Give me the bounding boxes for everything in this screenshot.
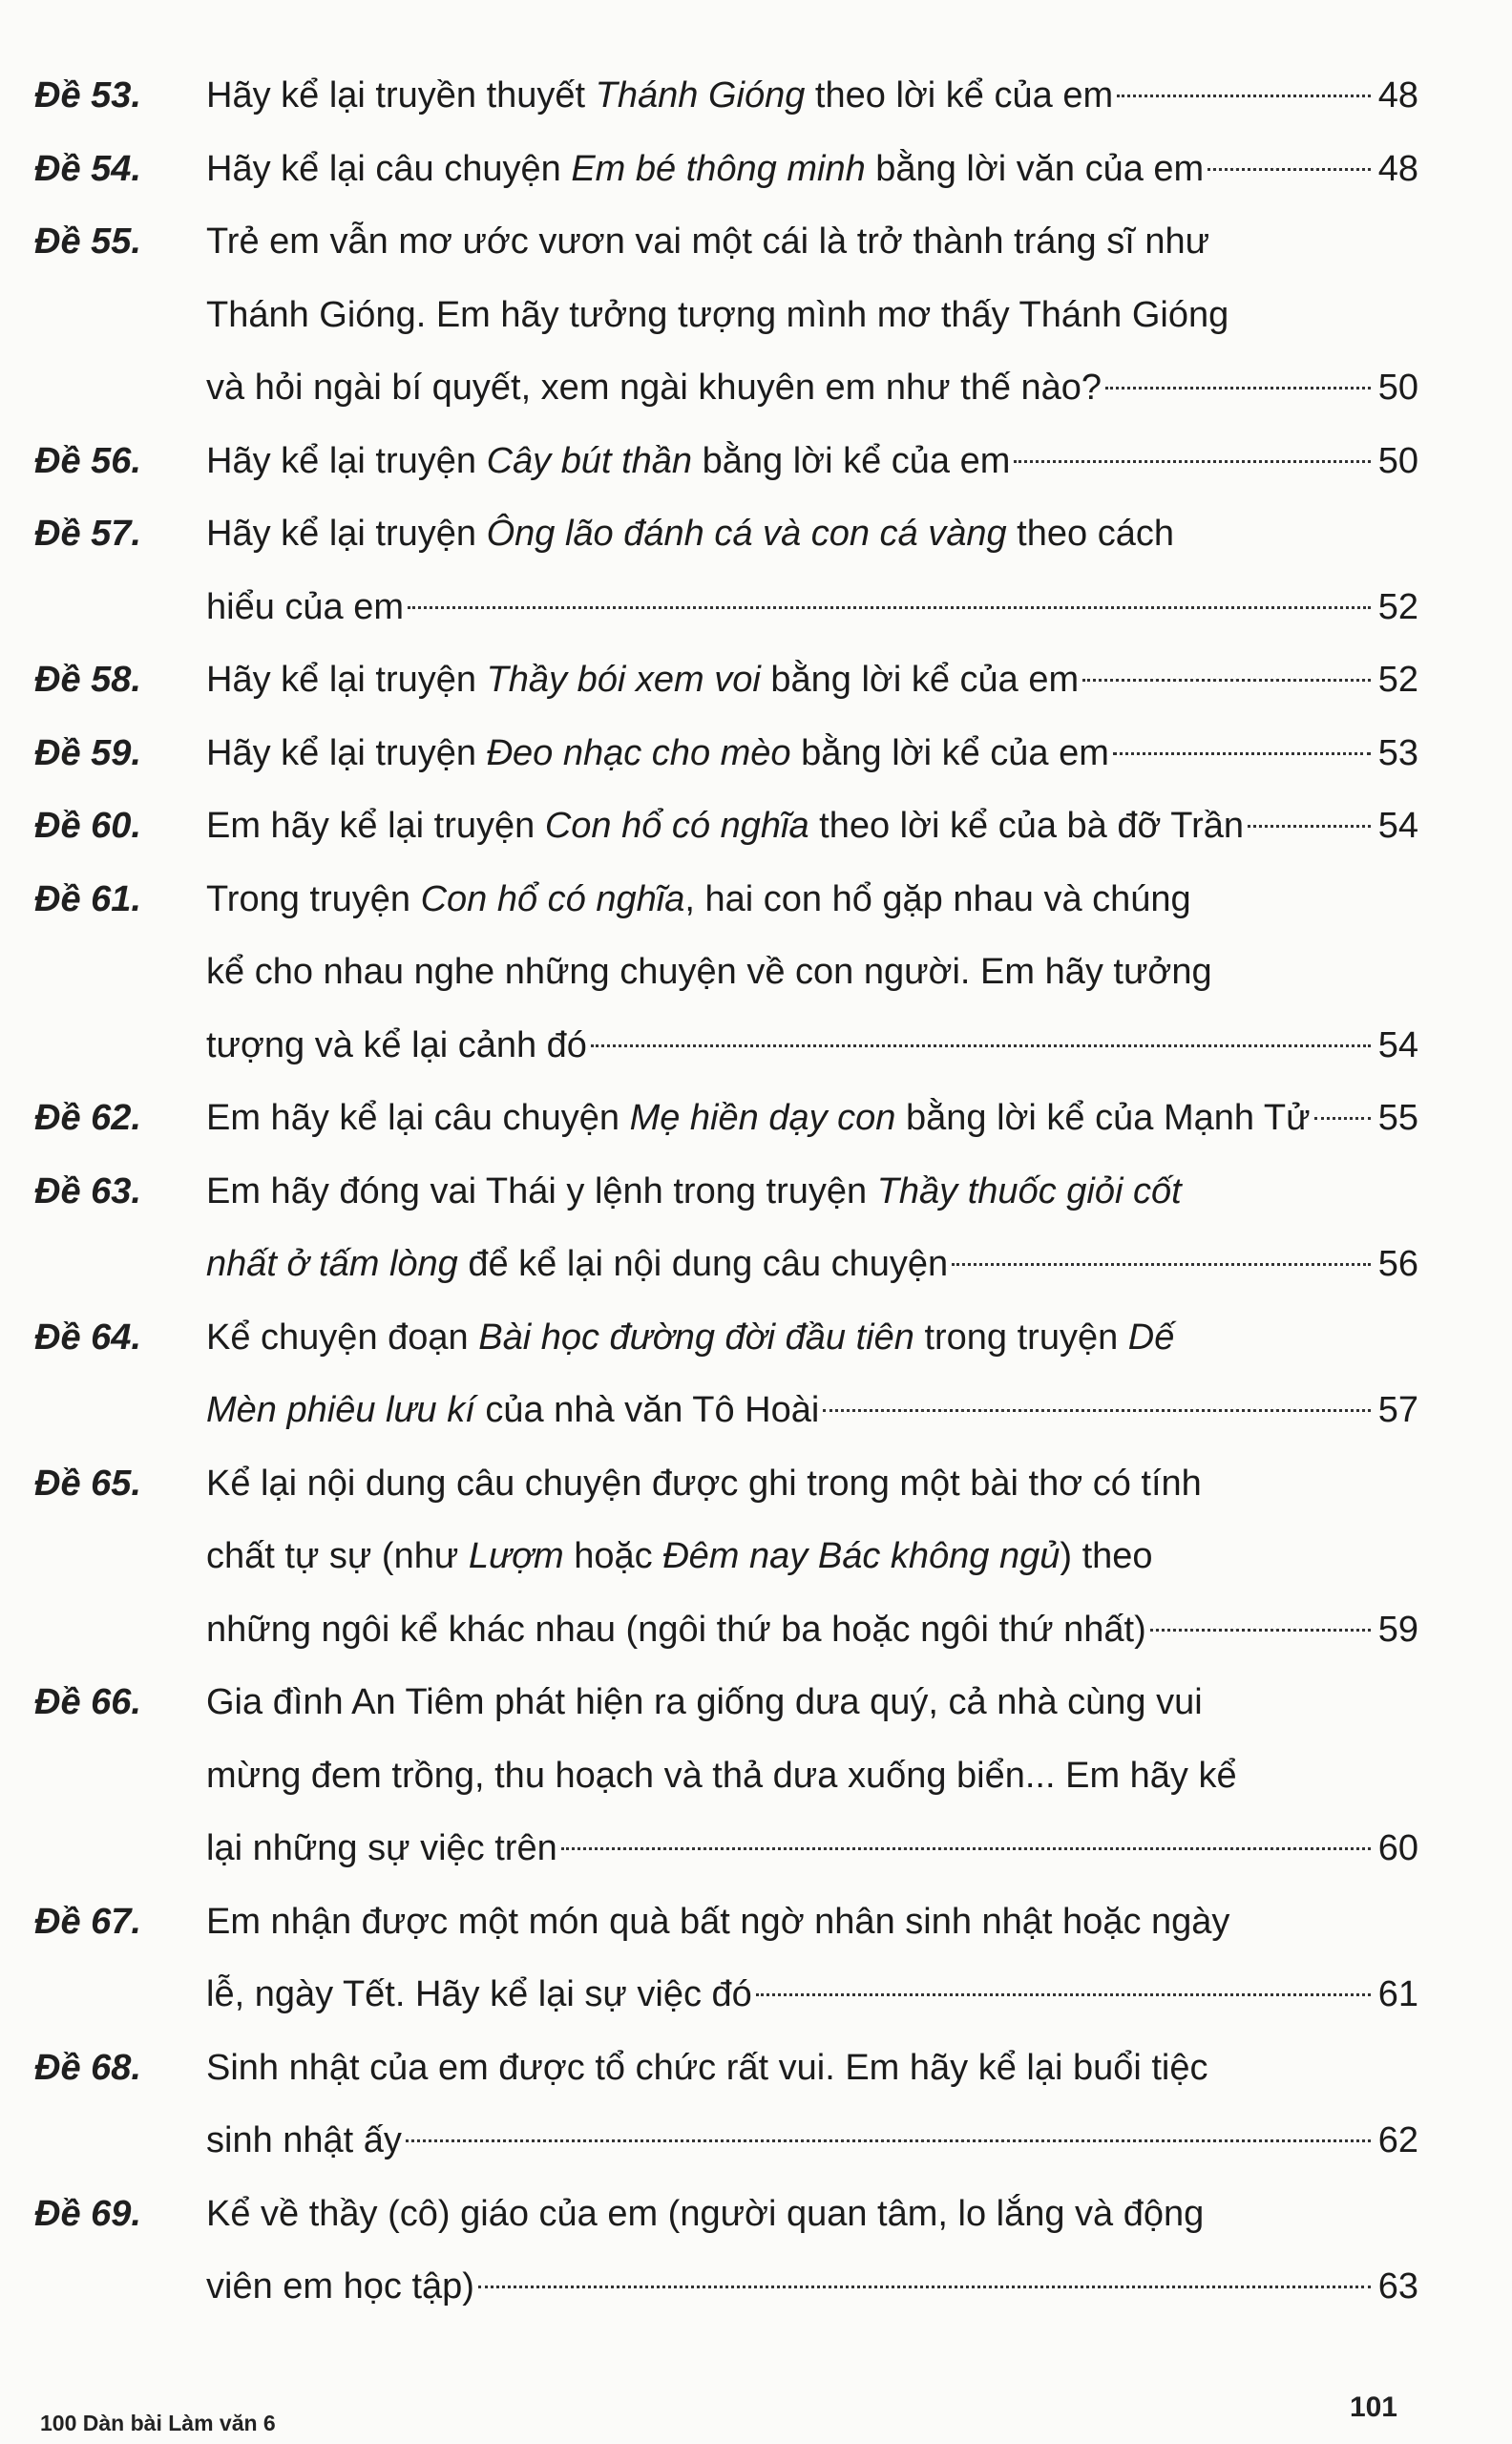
entry-number: Đề 65. — [34, 1463, 141, 1504]
entry-title-line — [206, 1447, 1418, 1521]
toc-entry — [34, 205, 1418, 425]
entry-page-number: 56 — [1377, 1244, 1418, 1284]
entry-number: Đề 69. — [34, 2193, 141, 2234]
text-segment: mừng đem trồng, thu hoạch và thả dưa xuống biển... Em hãy kể — [206, 1755, 1237, 1796]
text-segment: Em hãy đóng vai Thái y lệnh trong truyện — [206, 1170, 877, 1211]
entry-title — [206, 863, 1418, 1083]
text-segment: hiểu của em — [206, 586, 405, 627]
entry-title — [206, 643, 1418, 717]
entry-title — [206, 717, 1418, 790]
entry-title-line — [206, 571, 1418, 644]
dot-leader — [1248, 825, 1371, 828]
text-segment: trong truyện — [914, 1317, 1128, 1358]
entry-number: Đề 54. — [34, 148, 141, 189]
entry-title — [206, 790, 1418, 863]
text-segment: Kể về thầy (cô) giáo của em (người quan tâm, lo lắng và động — [206, 2193, 1205, 2234]
entry-title — [206, 1886, 1418, 2032]
dot-leader — [1117, 95, 1371, 97]
toc-entry — [34, 133, 1418, 206]
italic-work-title: Mèn phiêu lưu kí — [206, 1390, 475, 1430]
toc-entry — [34, 1155, 1418, 1301]
text-segment: ) theo — [1060, 1536, 1153, 1576]
entry-title — [206, 2032, 1418, 2178]
entry-title-line — [206, 205, 1418, 279]
text-segment: Hãy kể lại truyện — [206, 514, 487, 554]
toc-entry — [34, 2032, 1418, 2178]
text-segment: bằng lời kể của em — [790, 732, 1109, 773]
entry-title-line — [206, 2104, 1418, 2178]
toc-entry — [34, 425, 1418, 498]
text-segment: để kể lại nội dung câu chuyện — [457, 1244, 949, 1284]
entry-number: Đề 61. — [34, 878, 141, 919]
text-segment: Trẻ em vẫn mơ ước vươn vai một cái là trở thành tráng sĩ như — [206, 221, 1210, 262]
entry-title-line — [206, 863, 1418, 937]
entry-number: Đề 63. — [34, 1170, 141, 1211]
footer-book-title: 100 Dàn bài Làm văn 6 — [40, 2411, 276, 2435]
text-segment: Hãy kể lại truyện — [206, 440, 487, 481]
entry-title-line — [206, 1082, 1418, 1155]
entry-title-line — [206, 1593, 1418, 1667]
text-segment: Kể chuyện đoạn — [206, 1317, 479, 1358]
text-segment: sinh nhật ấy — [206, 2120, 402, 2160]
italic-work-title: Đeo nhạc cho mèo — [486, 732, 791, 773]
toc-entry — [34, 1301, 1418, 1447]
dot-leader — [1208, 168, 1371, 171]
text-segment: Hãy kể lại truyện — [206, 732, 487, 773]
dot-leader — [1150, 1629, 1371, 1632]
toc-entry — [34, 1666, 1418, 1886]
entry-title-line — [206, 1666, 1418, 1739]
entry-title — [206, 1666, 1418, 1886]
entry-page-number: 55 — [1377, 1098, 1418, 1138]
entry-title-line — [206, 1301, 1418, 1375]
dot-leader — [561, 1847, 1371, 1850]
entry-title — [206, 205, 1418, 425]
entry-number: Đề 60. — [34, 806, 141, 846]
text-segment: kể cho nhau nghe những chuyện về con người. Em hãy tưởng — [206, 952, 1212, 992]
toc-entry — [34, 790, 1418, 863]
entry-page-number: 52 — [1377, 660, 1418, 700]
entry-page-number: 54 — [1377, 806, 1418, 846]
text-segment: Trong truyện — [206, 878, 421, 919]
table-of-contents — [34, 59, 1418, 2324]
entry-number: Đề 64. — [34, 1317, 141, 1358]
text-segment: Hãy kể lại truyền thuyết — [206, 75, 596, 116]
text-segment: Em nhận được một món quà bất ngờ nhân sinh nhật hoặc ngày — [206, 1901, 1230, 1942]
entry-title — [206, 497, 1418, 643]
entry-number: Đề 53. — [34, 75, 141, 116]
entry-title-line — [206, 2250, 1418, 2324]
entry-page-number: 50 — [1377, 440, 1418, 481]
text-segment: bằng lời văn của em — [865, 148, 1205, 189]
entry-number: Đề 55. — [34, 221, 141, 262]
entry-title — [206, 133, 1418, 206]
italic-work-title: Thầy bói xem voi — [486, 660, 761, 700]
toc-entry — [34, 863, 1418, 1083]
text-segment: lễ, ngày Tết. Hãy kể lại sự việc đó — [206, 1974, 752, 2014]
dot-leader — [408, 606, 1371, 609]
dot-leader — [1314, 1117, 1371, 1120]
entry-page-number: 61 — [1377, 1974, 1418, 2014]
entry-title — [206, 425, 1418, 498]
entry-page-number: 50 — [1377, 368, 1418, 408]
dot-leader — [756, 1993, 1371, 1996]
text-segment: theo lời kể của bà đỡ Trần — [808, 806, 1245, 846]
dot-leader — [1014, 460, 1371, 463]
entry-page-number: 48 — [1377, 75, 1418, 116]
entry-title-line — [206, 1812, 1418, 1886]
entry-number: Đề 62. — [34, 1098, 141, 1138]
entry-number: Đề 66. — [34, 1682, 141, 1722]
entry-title-line — [206, 1374, 1418, 1447]
entry-title-line — [206, 790, 1418, 863]
toc-entry — [34, 2178, 1418, 2324]
dot-leader — [591, 1044, 1371, 1047]
entry-number: Đề 57. — [34, 514, 141, 554]
dot-leader — [1082, 679, 1371, 682]
toc-entry — [34, 1447, 1418, 1667]
entry-title-line — [206, 1886, 1418, 1959]
text-segment: bằng lời kể của em — [692, 440, 1011, 481]
text-segment: lại những sự việc trên — [206, 1828, 557, 1868]
entry-page-number: 63 — [1377, 2266, 1418, 2307]
italic-work-title: Thánh Gióng — [595, 75, 806, 116]
entry-title-line — [206, 59, 1418, 133]
toc-entry — [34, 59, 1418, 133]
italic-work-title: Ông lão đánh cá và con cá vàng — [486, 514, 1007, 554]
text-segment: theo lời kể của em — [805, 75, 1114, 116]
entry-page-number: 57 — [1377, 1390, 1418, 1430]
entry-title-line — [206, 279, 1418, 352]
entry-title — [206, 1301, 1418, 1447]
italic-work-title: Đêm nay Bác không ngủ — [662, 1536, 1060, 1576]
entry-page-number: 59 — [1377, 1609, 1418, 1650]
text-segment: Hãy kể lại truyện — [206, 660, 487, 700]
text-segment: Em hãy kể lại truyện — [206, 806, 545, 846]
entry-title-line — [206, 133, 1418, 206]
entry-title-line — [206, 497, 1418, 571]
text-segment: , hai con hổ gặp nhau và chúng — [684, 878, 1191, 919]
text-segment: Sinh nhật của em được tổ chức rất vui. Em hãy kể lại buổi tiệc — [206, 2047, 1208, 2088]
italic-work-title: Em bé thông minh — [571, 148, 866, 189]
entry-title — [206, 2178, 1418, 2324]
entry-title-line — [206, 1155, 1418, 1229]
text-segment: theo cách — [1006, 514, 1174, 554]
entry-number: Đề 56. — [34, 440, 141, 481]
italic-work-title: Bài học đường đời đầu tiên — [478, 1317, 914, 1358]
text-segment: bằng lời kể của em — [760, 660, 1080, 700]
entry-number: Đề 67. — [34, 1901, 141, 1942]
italic-work-title: Lượm — [468, 1536, 564, 1576]
italic-work-title: Dế — [1127, 1317, 1175, 1358]
entry-title-line — [206, 425, 1418, 498]
italic-work-title: nhất ở tấm lòng — [206, 1244, 458, 1284]
entry-title-line — [206, 351, 1418, 425]
toc-entry — [34, 717, 1418, 790]
entry-title-line — [206, 1228, 1418, 1301]
italic-work-title: Mẹ hiền dạy con — [629, 1098, 896, 1138]
text-segment: của nhà văn Tô Hoài — [474, 1390, 820, 1430]
toc-entry — [34, 497, 1418, 643]
entry-page-number: 53 — [1377, 732, 1418, 773]
entry-page-number: 62 — [1377, 2120, 1418, 2160]
toc-entry — [34, 1082, 1418, 1155]
entry-title-line — [206, 1739, 1418, 1813]
footer-page-number: 101 — [1349, 2391, 1397, 2423]
entry-title-line — [206, 643, 1418, 717]
entry-page-number: 60 — [1377, 1828, 1418, 1868]
entry-page-number: 52 — [1377, 586, 1418, 627]
entry-title-line — [206, 1009, 1418, 1083]
dot-leader — [1113, 752, 1371, 755]
entry-number: Đề 68. — [34, 2047, 141, 2088]
entry-title-line — [206, 717, 1418, 790]
text-segment: Thánh Gióng. Em hãy tưởng tượng mình mơ thấy Thánh Gióng — [206, 294, 1229, 335]
entry-number: Đề 58. — [34, 660, 141, 700]
entry-title — [206, 1447, 1418, 1667]
text-segment: những ngôi kể khác nhau (ngôi thứ ba hoặc ngôi thứ nhất) — [206, 1609, 1146, 1650]
entry-title — [206, 59, 1418, 133]
italic-work-title: Cây bút thần — [486, 440, 693, 481]
text-segment: Hãy kể lại câu chuyện — [206, 148, 572, 189]
dot-leader — [1105, 387, 1371, 390]
entry-title — [206, 1155, 1418, 1301]
italic-work-title: Con hổ có nghĩa — [544, 806, 809, 846]
entry-title — [206, 1082, 1418, 1155]
entry-page-number: 54 — [1377, 1024, 1418, 1065]
italic-work-title: Thầy thuốc giỏi cốt — [876, 1170, 1182, 1211]
text-segment: hoặc — [563, 1536, 663, 1576]
text-segment: viên em học tập) — [206, 2266, 474, 2307]
text-segment: tượng và kể lại cảnh đó — [206, 1024, 587, 1065]
text-segment: chất tự sự (như — [206, 1536, 469, 1576]
dot-leader — [478, 2286, 1371, 2288]
text-segment: Kể lại nội dung câu chuyện được ghi trong một bài thơ có tính — [206, 1463, 1202, 1504]
text-segment: và hỏi ngài bí quyết, xem ngài khuyên em như thế nào? — [206, 368, 1102, 408]
entry-title-line — [206, 1520, 1418, 1593]
entry-page-number: 48 — [1377, 148, 1418, 189]
toc-entry — [34, 1886, 1418, 2032]
entry-title-line — [206, 2032, 1418, 2105]
entry-number: Đề 59. — [34, 732, 141, 773]
text-segment: Em hãy kể lại câu chuyện — [206, 1098, 630, 1138]
entry-title-line — [206, 1958, 1418, 2032]
dot-leader — [406, 2139, 1371, 2142]
text-segment: Gia đình An Tiêm phát hiện ra giống dưa quý, cả nhà cùng vui — [206, 1682, 1203, 1722]
entry-title-line — [206, 2178, 1418, 2251]
entry-title-line — [206, 936, 1418, 1009]
text-segment: bằng lời kể của Mạnh Tử — [895, 1098, 1311, 1138]
italic-work-title: Con hổ có nghĩa — [420, 878, 685, 919]
dot-leader — [823, 1409, 1371, 1412]
dot-leader — [952, 1263, 1371, 1266]
toc-entry — [34, 643, 1418, 717]
